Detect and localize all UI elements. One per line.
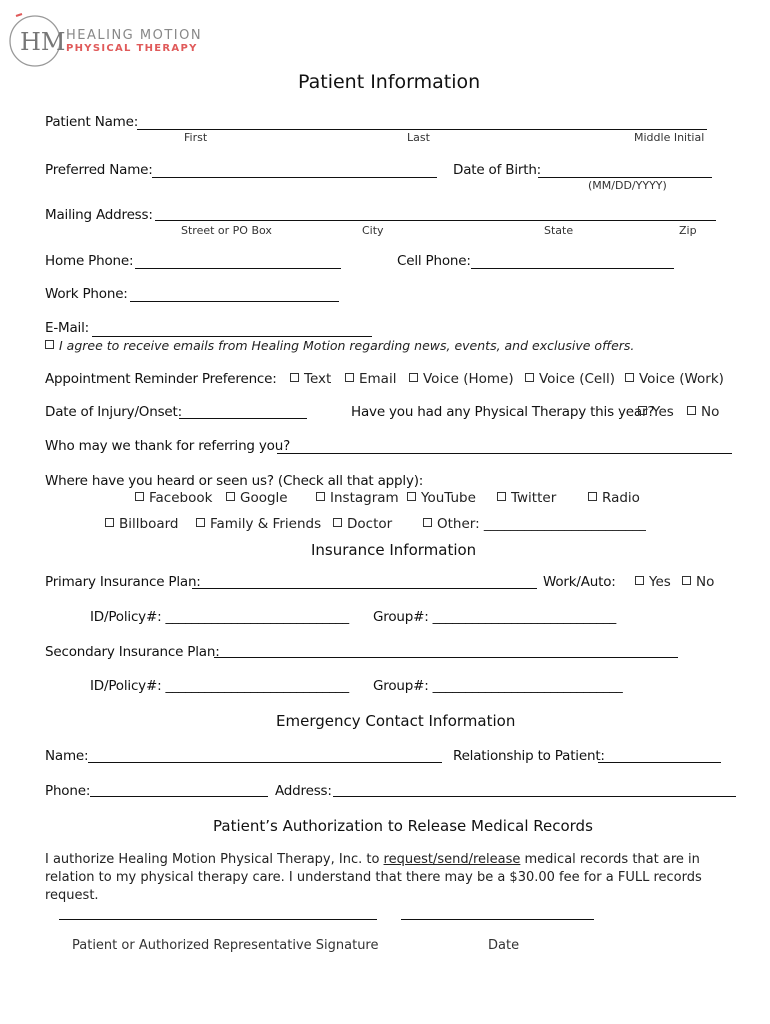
home-phone-label: Home Phone: bbox=[45, 253, 134, 269]
work-auto-yes[interactable]: Yes bbox=[635, 574, 671, 590]
reminder-text[interactable]: Text bbox=[290, 371, 331, 387]
heard-instagram[interactable]: Instagram bbox=[316, 490, 399, 506]
authorization-text: I authorize Healing Motion Physical Therapy, Inc. to request/send/release medical records that are in relation to my physical therapy care. I understand that there may be a $30.00 fee for a FULL records request. bbox=[45, 852, 702, 903]
middle-caption: Middle Initial bbox=[634, 131, 705, 144]
heard-label: Where have you heard or seen us? (Check all that apply): bbox=[45, 473, 424, 489]
dob-format: (MM/DD/YYYY) bbox=[588, 179, 667, 192]
preferred-name-field[interactable] bbox=[152, 177, 437, 178]
signature-field[interactable] bbox=[59, 919, 377, 920]
mailing-field[interactable] bbox=[155, 220, 716, 221]
work-phone-label: Work Phone: bbox=[45, 286, 128, 302]
logo bbox=[6, 8, 206, 80]
heard-radio[interactable]: Radio bbox=[588, 490, 640, 506]
heard-other[interactable]: Other: ________________________ bbox=[423, 516, 646, 532]
ec-address-label: Address: bbox=[275, 783, 332, 799]
reminder-voice-cell[interactable]: Voice (Cell) bbox=[525, 371, 615, 387]
cell-phone-label: Cell Phone: bbox=[397, 253, 471, 269]
reminder-voice-work[interactable]: Voice (Work) bbox=[625, 371, 724, 387]
ec-address-field[interactable] bbox=[333, 796, 736, 797]
last-caption: Last bbox=[407, 131, 430, 144]
dob-label: Date of Birth: bbox=[453, 162, 542, 178]
street-caption: Street or PO Box bbox=[181, 224, 272, 237]
reminder-email[interactable]: Email bbox=[345, 371, 396, 387]
logo-line1: HEALING MOTION bbox=[66, 28, 203, 43]
referral-label: Who may we thank for referring you? bbox=[45, 438, 291, 454]
injury-field[interactable] bbox=[179, 418, 307, 419]
state-caption: State bbox=[544, 224, 574, 237]
heard-doctor[interactable]: Doctor bbox=[333, 516, 392, 532]
home-phone-field[interactable] bbox=[135, 268, 341, 269]
ec-relationship-field[interactable] bbox=[598, 762, 721, 763]
work-phone-field[interactable] bbox=[130, 301, 339, 302]
cell-phone-field[interactable] bbox=[471, 268, 674, 269]
insurance-title: Insurance Information bbox=[311, 541, 477, 559]
pt-this-year-label: Have you had any Physical Therapy this year? bbox=[351, 404, 655, 420]
email-consent-text: I agree to receive emails from Healing Motion regarding news, events, and exclusive offers. bbox=[59, 338, 635, 353]
secondary-insurance-label: Secondary Insurance Plan: bbox=[45, 644, 220, 660]
ec-phone-label: Phone: bbox=[45, 783, 91, 799]
primary-insurance-field[interactable] bbox=[192, 588, 537, 589]
reminder-voice-home[interactable]: Voice (Home) bbox=[409, 371, 514, 387]
city-caption: City bbox=[362, 224, 384, 237]
id-policy-1[interactable]: ID/Policy#: ____________________________ bbox=[90, 609, 349, 625]
patient-name-field[interactable] bbox=[137, 129, 707, 130]
id-policy-2[interactable]: ID/Policy#: ____________________________ bbox=[90, 678, 349, 694]
logo-monogram-icon bbox=[6, 8, 66, 72]
primary-insurance-label: Primary Insurance Plan: bbox=[45, 574, 201, 590]
ec-phone-field[interactable] bbox=[90, 796, 268, 797]
email-label: E-Mail: bbox=[45, 320, 89, 336]
work-auto-label: Work/Auto: bbox=[543, 574, 616, 590]
page-title: Patient Information bbox=[298, 71, 481, 93]
patient-name-label: Patient Name: bbox=[45, 114, 139, 130]
injury-label: Date of Injury/Onset: bbox=[45, 404, 182, 420]
email-consent-checkbox[interactable] bbox=[45, 340, 54, 349]
secondary-insurance-field[interactable] bbox=[214, 657, 678, 658]
logo-line2: PHYSICAL THERAPY bbox=[66, 43, 198, 54]
referral-field[interactable] bbox=[277, 453, 732, 454]
heard-billboard[interactable]: Billboard bbox=[105, 516, 179, 532]
ec-name-field[interactable] bbox=[88, 762, 442, 763]
pt-yes[interactable]: Yes bbox=[638, 404, 674, 420]
heard-facebook[interactable]: Facebook bbox=[135, 490, 212, 506]
authorization-title: Patient’s Authorization to Release Medical Records bbox=[213, 817, 593, 835]
group-1[interactable]: Group#: ____________________________ bbox=[373, 609, 617, 625]
email-consent[interactable] bbox=[45, 338, 634, 353]
heard-youtube[interactable]: YouTube bbox=[407, 490, 476, 506]
preferred-name-label: Preferred Name: bbox=[45, 162, 153, 178]
work-auto-no[interactable]: No bbox=[682, 574, 714, 590]
emergency-title: Emergency Contact Information bbox=[276, 712, 516, 730]
pt-no[interactable]: No bbox=[687, 404, 719, 420]
first-caption: First bbox=[184, 131, 208, 144]
dob-field[interactable] bbox=[538, 177, 712, 178]
heard-google[interactable]: Google bbox=[226, 490, 288, 506]
zip-caption: Zip bbox=[679, 224, 697, 237]
group-2[interactable]: Group#: _____________________________ bbox=[373, 678, 623, 694]
heard-family[interactable]: Family & Friends bbox=[196, 516, 321, 532]
svg-text:HM: HM bbox=[20, 28, 66, 56]
heard-twitter[interactable]: Twitter bbox=[497, 490, 556, 506]
date-field[interactable] bbox=[401, 919, 594, 920]
email-field[interactable] bbox=[92, 336, 372, 337]
reminder-label: Appointment Reminder Preference: bbox=[45, 371, 277, 387]
ec-relationship-label: Relationship to Patient: bbox=[453, 748, 605, 764]
ec-name-label: Name: bbox=[45, 748, 89, 764]
mailing-label: Mailing Address: bbox=[45, 207, 153, 223]
date-caption: Date bbox=[488, 938, 520, 953]
signature-caption: Patient or Authorized Representative Signature bbox=[72, 938, 379, 953]
